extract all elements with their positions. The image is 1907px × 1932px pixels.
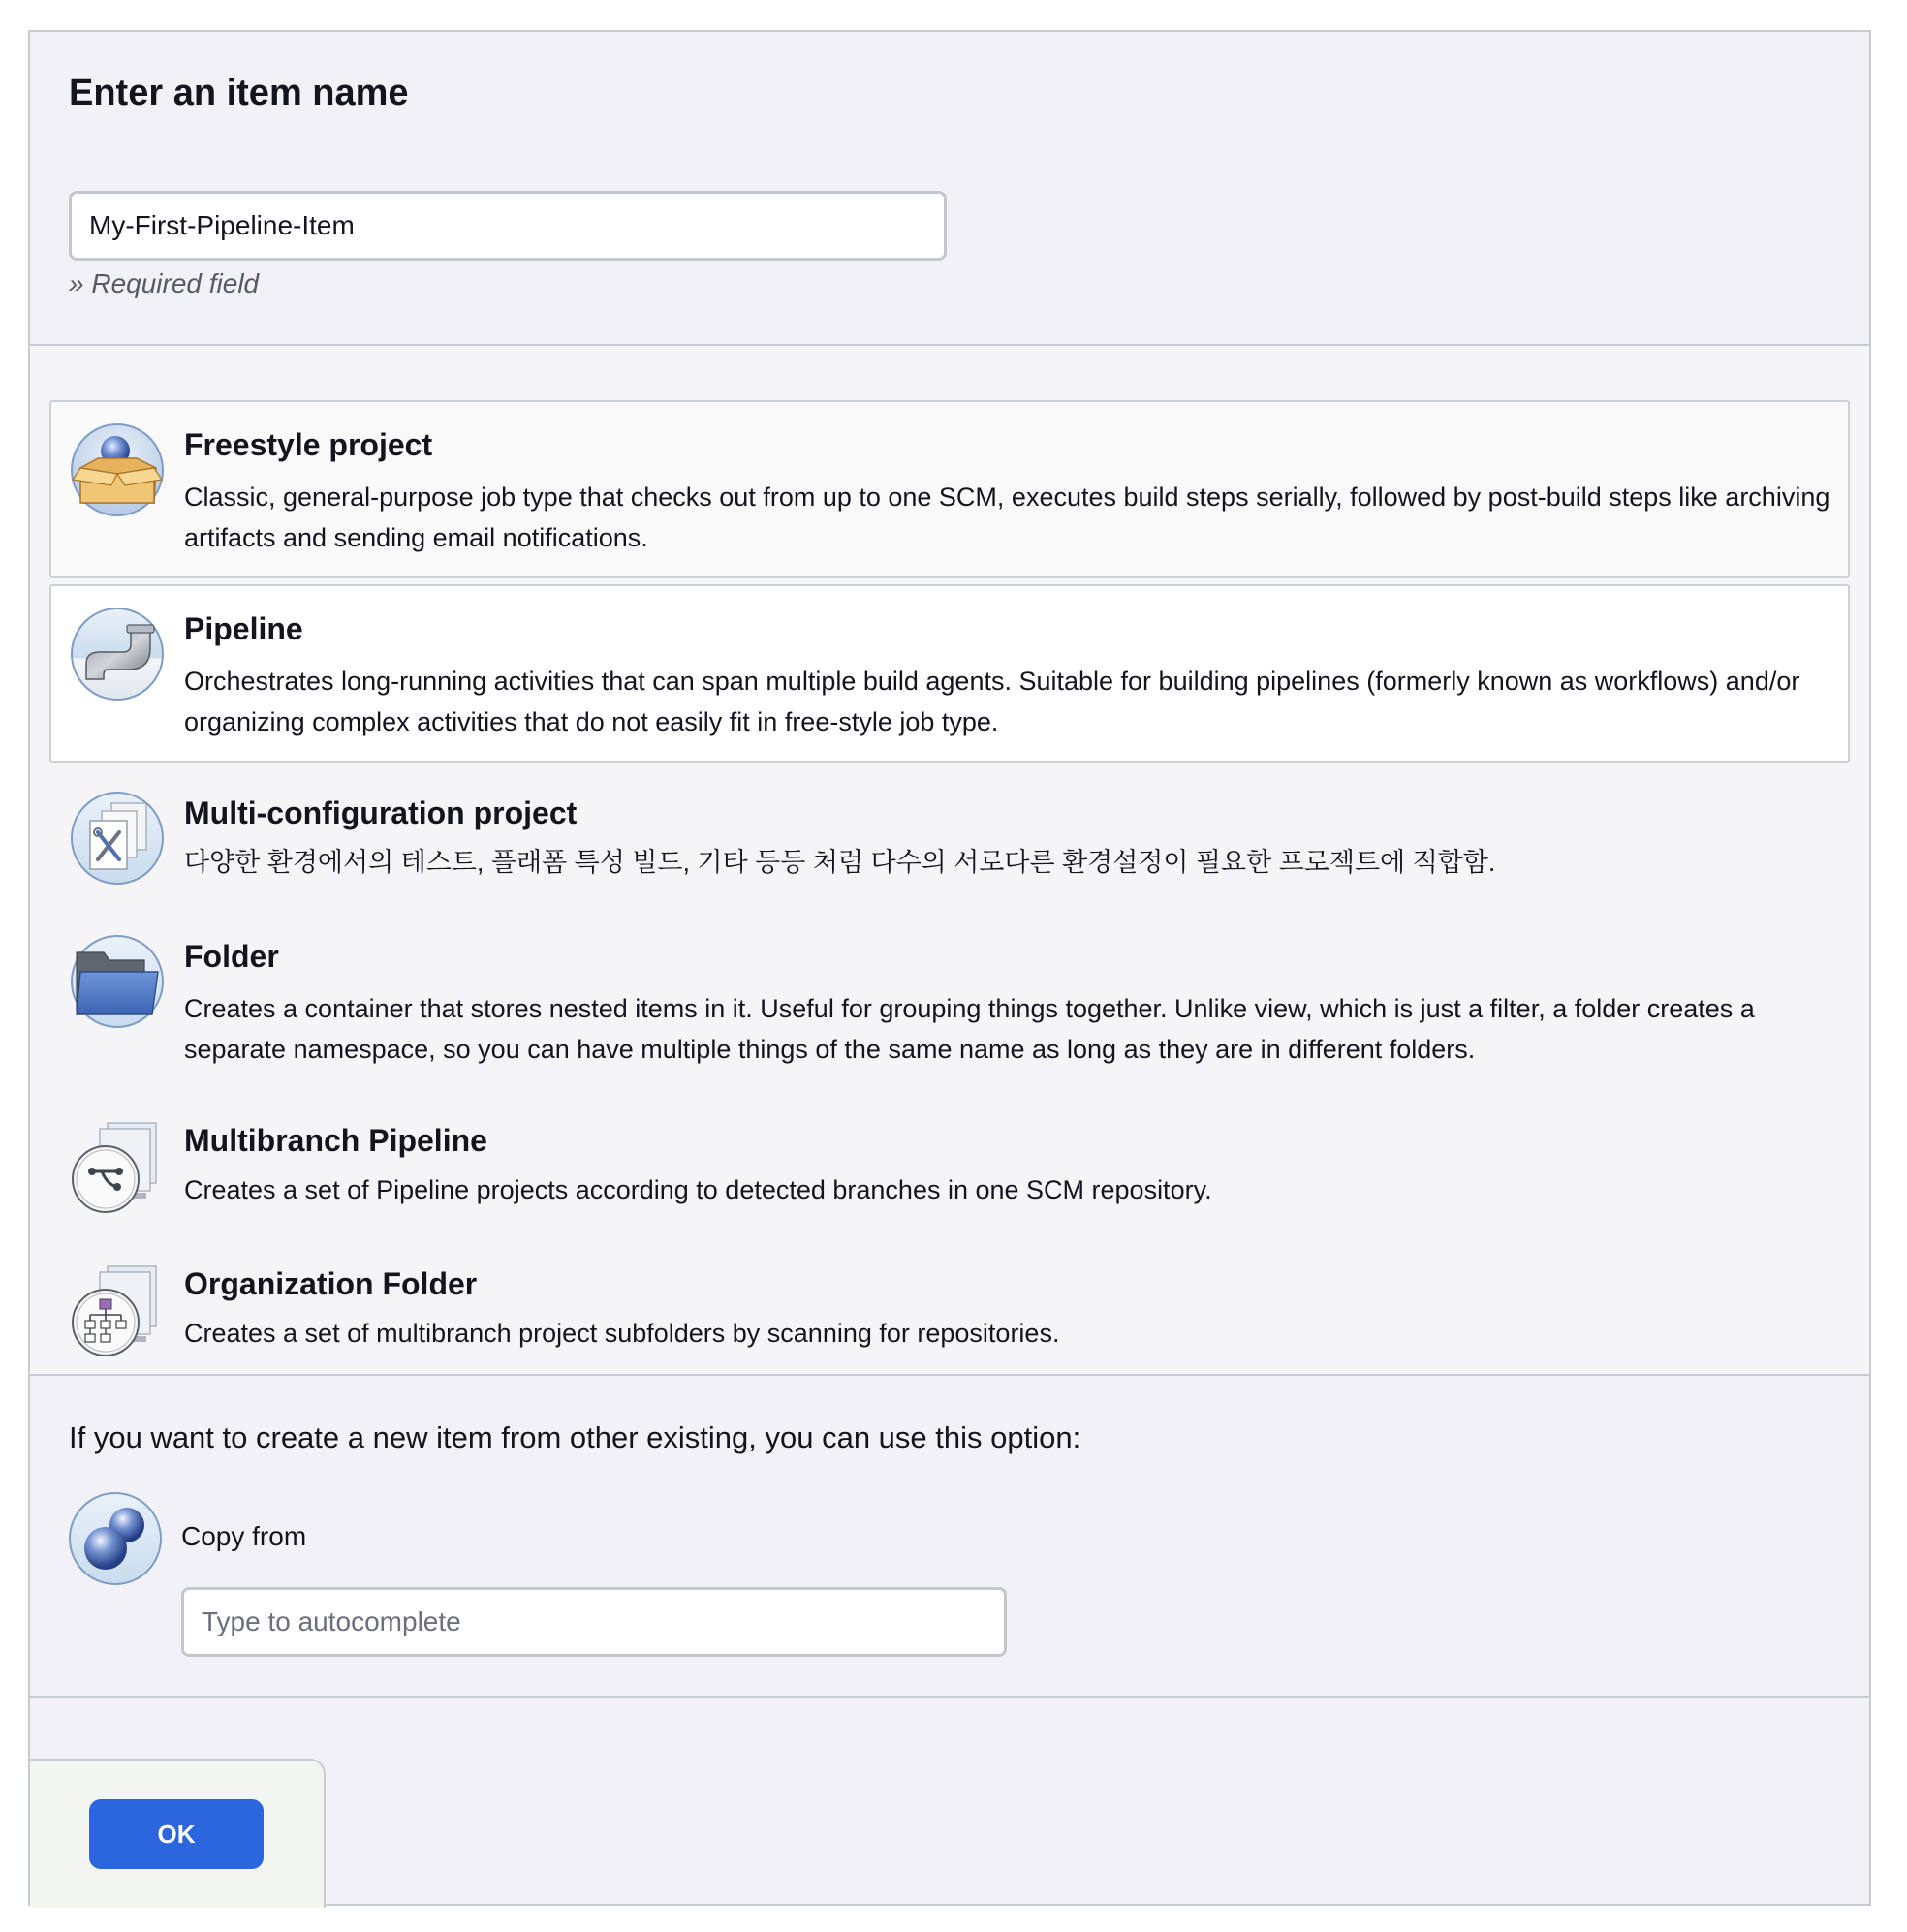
multi-config-tools-icon <box>69 790 166 887</box>
item-type-name: Pipeline <box>184 611 303 646</box>
copy-from-section <box>30 1376 1869 1698</box>
page-title: Enter an item name <box>69 73 409 113</box>
item-type-list <box>30 346 1869 1376</box>
copy-spheres-icon <box>67 1490 164 1587</box>
item-type-name: Multibranch Pipeline <box>184 1123 487 1158</box>
item-type-name: Multi-configuration project <box>184 795 578 830</box>
item-type-name: Folder <box>184 939 279 974</box>
pipe-icon <box>69 606 166 702</box>
item-type-description: Creates a container that stores nested items in it. Useful for grouping things together. Unlike view, which is just a filter, a folder creates a separate namespace, so you can have multiple things of the same name as long as they are in different folders. <box>184 994 1755 1064</box>
item-type-pipeline[interactable] <box>49 584 1850 763</box>
org-tree-icon <box>69 1261 166 1357</box>
item-type-description: Creates a set of multibranch project subfolders by scanning for repositories. <box>184 1319 1060 1348</box>
ok-button[interactable]: OK <box>89 1799 264 1869</box>
copy-prompt: If you want to create a new item from other existing, you can use this option: <box>69 1420 1081 1454</box>
new-item-panel <box>28 30 1871 1906</box>
copy-from-input[interactable] <box>181 1587 1007 1657</box>
item-type-multi-configuration[interactable] <box>49 768 1850 904</box>
item-type-organization-folder[interactable] <box>49 1239 1850 1375</box>
item-type-description: 다양한 환경에서의 테스트, 플래폼 특성 빌드, 기타 등등 처럼 다수의 서로다른 환경설정이 필요한 프로젝트에 적합함. <box>184 848 1496 877</box>
copy-from-label: Copy from <box>181 1521 307 1551</box>
folder-icon <box>69 933 166 1030</box>
item-type-name: Organization Folder <box>184 1266 478 1301</box>
item-type-description: Orchestrates long-running activities that can span multiple build agents. Suitable for building pipelines (formerly known as workflows) and/or organizing complex activities that do not easily fit in free-style job type. <box>184 667 1800 736</box>
item-type-freestyle[interactable] <box>49 400 1850 578</box>
item-type-description: Creates a set of Pipeline projects according to detected branches in one SCM repository. <box>184 1175 1212 1204</box>
item-type-folder[interactable] <box>49 912 1850 1086</box>
branch-icon <box>69 1117 166 1214</box>
item-type-description: Classic, general-purpose job type that checks out from up to one SCM, executes build steps serially, followed by post-build steps like archiving artifacts and sending email notifications. <box>184 483 1830 552</box>
item-type-multibranch-pipeline[interactable] <box>49 1096 1850 1231</box>
item-name-section <box>30 32 1869 346</box>
item-type-name: Freestyle project <box>184 427 433 462</box>
item-name-input[interactable] <box>69 191 947 261</box>
required-field-hint: » Required field <box>69 268 260 298</box>
footer-bar <box>30 1759 326 1908</box>
freestyle-box-icon <box>69 421 166 518</box>
